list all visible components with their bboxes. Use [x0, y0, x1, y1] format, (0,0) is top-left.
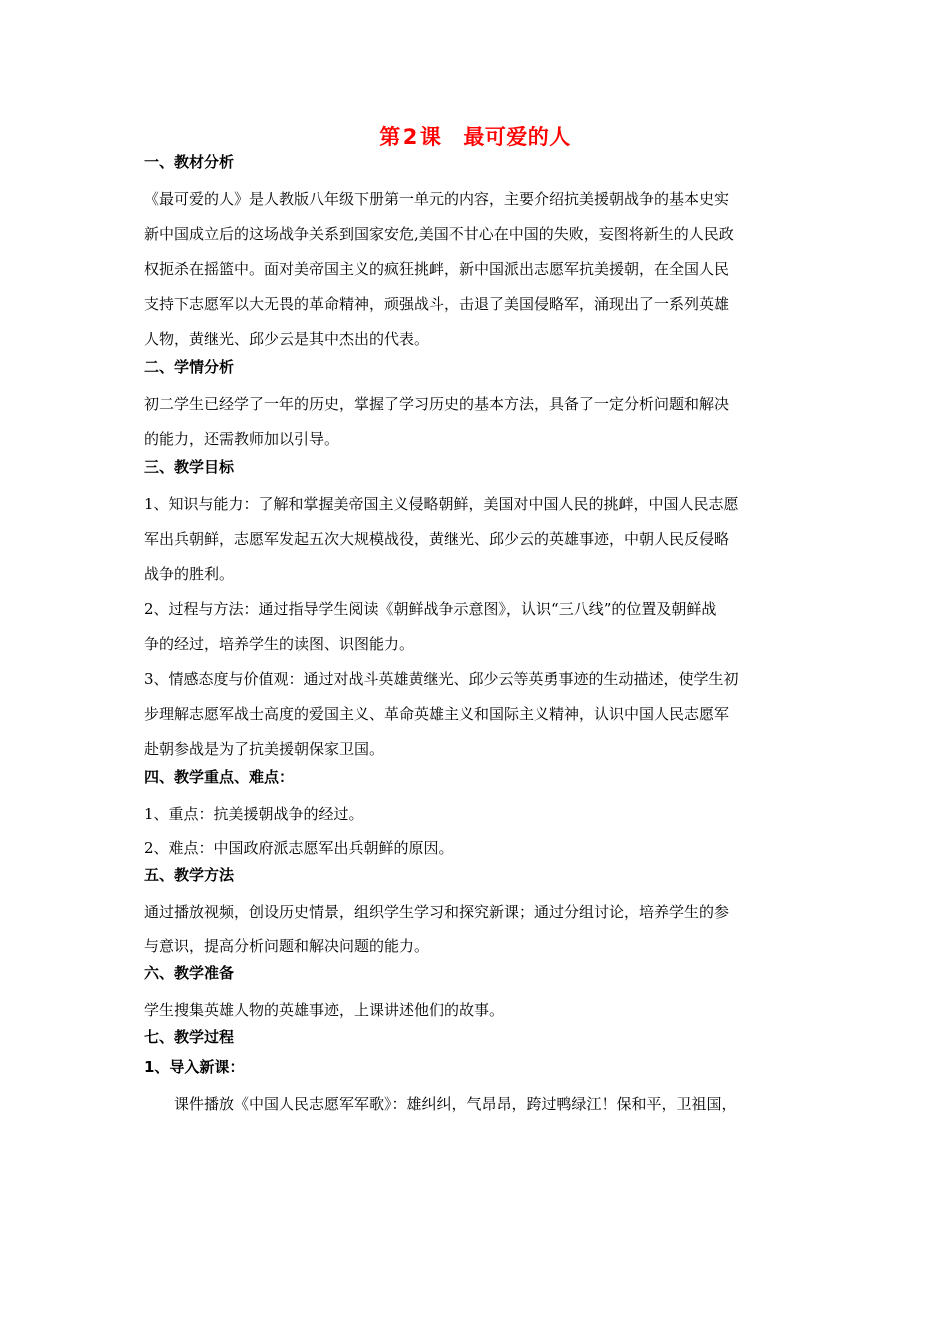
section-heading: 二、学情分析: [144, 358, 235, 376]
text-line: 学生搜集英雄人物的英雄事迹，上课讲述他们的故事。: [144, 1001, 505, 1019]
paragraph: [144, 387, 814, 457]
section-heading: 七、教学过程: [144, 1028, 235, 1046]
text-line: 2、过程与方法：通过指导学生阅读《朝鲜战争示意图》，认识“三八线”的位置及朝鲜战: [144, 600, 717, 618]
text-line: 人物，黄继光、邱少云是其中杰出的代表。: [144, 330, 430, 348]
section-heading: 四、教学重点、难点：: [144, 768, 295, 786]
paragraph-goal-values: [144, 662, 814, 767]
page-title: [0, 122, 950, 152]
paragraph: [144, 895, 814, 963]
text-line: 课件播放《中国人民志愿军军歌》：雄纠纠，气昂昂，跨过鸭绿江！保和平，卫祖国，: [174, 1095, 737, 1113]
text-line: 2、难点：中国政府派志愿军出兵朝鲜的原因。: [144, 839, 454, 857]
text-line: 1、知识与能力：了解和掌握美帝国主义侵略朝鲜，美国对中国人民的挑衅，中国人民志愿: [144, 495, 739, 513]
text-line: 通过播放视频，创设历史情景，组织学生学习和探究新课；通过分组讨论，培养学生的参: [144, 903, 730, 921]
title-lesson: 课: [419, 125, 442, 149]
text-line: 与意识，提高分析问题和解决问题的能力。: [144, 937, 430, 955]
text-line: 新中国成立后的这场战争关系到国家安危,美国不甘心在中国的失败，妄图将新生的人民政: [144, 225, 734, 243]
text-line: 权扼杀在摇篮中。面对美帝国主义的疯狂挑衅，新中国派出志愿军抗美援朝，在全国人民: [144, 260, 730, 278]
text-line: 军出兵朝鲜，志愿军发起五次大规模战役，黄继光、邱少云的英雄事迹，中朝人民反侵略: [144, 530, 730, 548]
section-heading: 一、教材分析: [144, 153, 235, 171]
paragraph: [144, 182, 814, 357]
section-heading: 三、教学目标: [144, 458, 235, 476]
title-number: 2: [402, 125, 418, 149]
paragraph-goal-knowledge: [144, 487, 814, 592]
text-line: 初二学生已经学了一年的历史，掌握了学习历史的基本方法，具备了一定分析问题和解决: [144, 395, 730, 413]
document-body: [144, 152, 814, 1121]
section-heading: 五、教学方法: [144, 866, 235, 884]
text-line: 的能力，还需教师加以引导。: [144, 430, 340, 448]
text-line: 《最可爱的人》是人教版八年级下册第一单元的内容，主要介绍抗美援朝战争的基本史实: [144, 190, 730, 208]
paragraph: [144, 1087, 814, 1121]
text-line: 支持下志愿军以大无畏的革命精神，顽强战斗，击退了美国侵略军，涌现出了一系列英雄: [144, 295, 730, 313]
subsection-heading: 1、导入新课：: [144, 1058, 245, 1076]
title-name: 最可爱的人: [463, 125, 571, 149]
text-line: 争的经过，培养学生的读图、识图能力。: [144, 635, 415, 653]
section-heading: 六、教学准备: [144, 964, 235, 982]
paragraph-goal-process: [144, 592, 814, 662]
title-prefix: 第: [379, 125, 401, 149]
text-line: 3、情感态度与价值观：通过对战斗英雄黄继光、邱少云等英勇事迹的生动描述，使学生初: [144, 670, 739, 688]
text-line: 赴朝参战是为了抗美援朝保家卫国。: [144, 740, 385, 758]
text-line: 战争的胜利。: [144, 565, 235, 583]
paragraph: [144, 993, 814, 1027]
paragraph: [144, 797, 814, 865]
text-line: 步理解志愿军战士高度的爱国主义、革命英雄主义和国际主义精神，认识中国人民志愿军: [144, 705, 730, 723]
text-line: 1、重点：抗美援朝战争的经过。: [144, 805, 364, 823]
